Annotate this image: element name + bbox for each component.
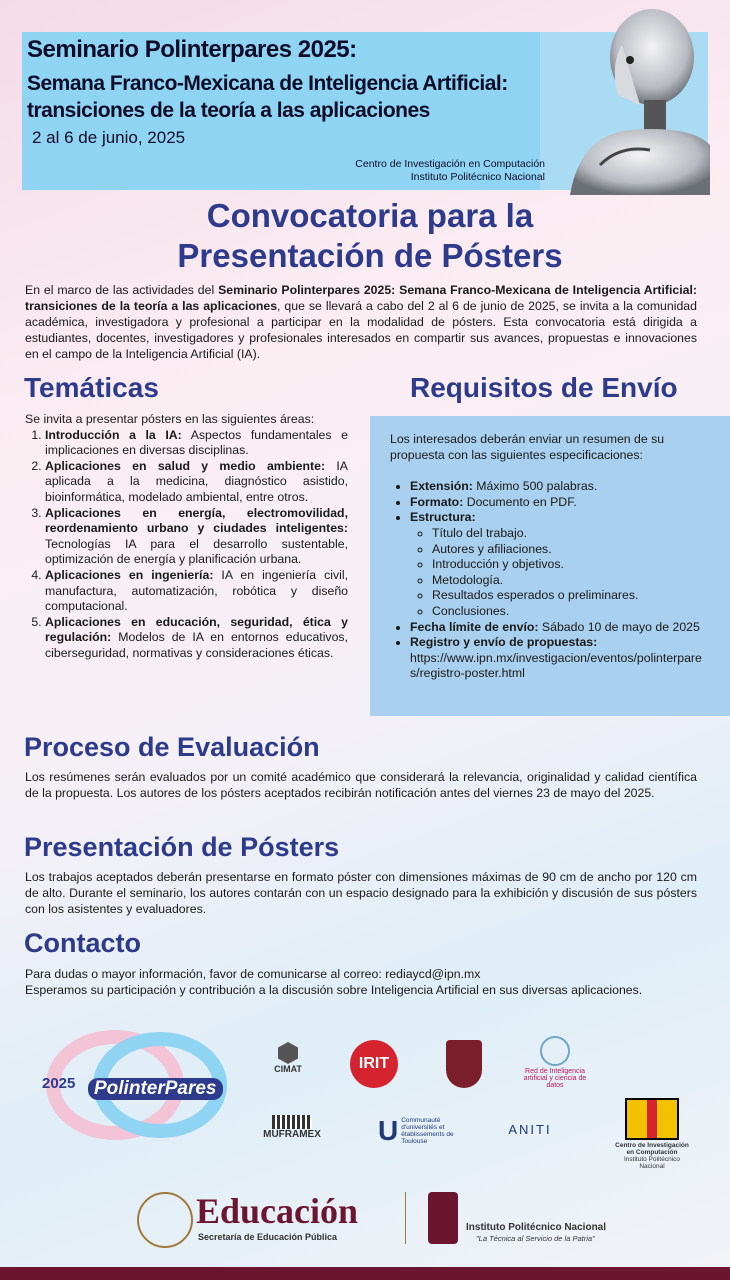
polinter-name: PolinterPares	[88, 1078, 223, 1100]
item-text: IA aplicada a la medicina, diagnóstico asistido, bioinformática, modelado ambiental, entre otros.	[45, 458, 348, 504]
contacto-line1: Para dudas o mayor información, favor de comunicarse al correo: rediaycd@ipn.mx	[25, 967, 481, 981]
contacto-text	[25, 966, 697, 998]
contacto-line2: Esperamos su participación y contribución a la discusión sobre Inteligencia Artificial en sus diversas aplicaciones.	[25, 983, 643, 997]
toulouse-logo	[378, 1115, 464, 1147]
footer-divider	[405, 1192, 406, 1244]
presentacion-text: Los trabajos aceptados deberán presentarse en formato póster con dimensiones máximas de 90 cm de ancho por 120 cm de alto. Durante el seminario, los autores contarán con un espacio designado para la exhibición y discusión de sus pósters con los asistentes y evaluadores.	[25, 870, 697, 916]
aniti-logo: ANITI	[508, 1122, 552, 1137]
main-title-line2: Presentación de Pósters	[177, 237, 563, 274]
list-item	[410, 495, 710, 511]
list-item: ◦ Introducción y objetivos.	[432, 557, 710, 573]
tematicas-list	[25, 428, 348, 662]
ipn-logo-icon	[428, 1192, 458, 1244]
list-item: ◦ Título del trabajo.	[432, 526, 710, 542]
list-item	[45, 615, 348, 662]
cimat-text: CIMAT	[274, 1064, 302, 1074]
header-organization	[355, 158, 545, 184]
robot-illustration	[560, 5, 710, 195]
requisitos-lead: Los interesados deberán enviar un resumen de su propuesta con las siguientes especificaciones:	[390, 432, 665, 462]
ipn-motto: "La Técnica al Servicio de la Patria"	[476, 1234, 595, 1243]
intro-text-1: En el marco de las actividades del	[25, 283, 219, 297]
list-item	[45, 506, 348, 568]
sep-title: Educación	[196, 1191, 359, 1231]
item-bold: Introducción a la IA:	[45, 427, 182, 442]
list-item: ◦ Resultados esperados o preliminares.	[432, 588, 710, 604]
evaluacion-heading: Proceso de Evaluación	[24, 732, 320, 762]
main-title	[0, 196, 730, 276]
item-bold: Aplicaciones en educación, seguridad, ética y regulación:	[45, 614, 348, 645]
list-item	[410, 510, 710, 619]
list-item	[45, 428, 348, 459]
presentacion-heading: Presentación de Pósters	[24, 832, 340, 862]
contacto-heading: Contacto	[24, 928, 141, 958]
list-item: ◦ Metodología.	[432, 573, 710, 589]
list-item	[45, 568, 348, 615]
header-title: Seminario Polinterpares 2025:	[27, 36, 357, 63]
muframex-icon	[272, 1115, 312, 1129]
evaluacion-text: Los resúmenes serán evaluados por un comité académico que considerará la relevancia, originalidad y calidad científica de la propuesta. Los autores de los pósters aceptados recibirán notificación antes del viernes 23 de mayo del 2025.	[25, 770, 697, 800]
muframex-text: MUFRAMEX	[263, 1129, 321, 1140]
sep-subtitle: Secretaría de Educación Pública	[198, 1232, 338, 1242]
item-bold: Extensión:	[410, 479, 473, 494]
tematicas-content	[25, 412, 348, 662]
item-bold: Formato:	[410, 494, 464, 509]
toulouse-text: Communauté d'universités et établissements de Toulouse	[401, 1117, 454, 1145]
udg-shield-icon	[446, 1040, 482, 1088]
item-bold: Aplicaciones en ingeniería:	[45, 567, 214, 582]
cimat-logo	[258, 1042, 318, 1074]
polinter-year: 2025	[42, 1075, 76, 1092]
requisitos-list	[390, 479, 710, 682]
item-bold: Fecha límite de envío:	[410, 619, 539, 634]
org-line1: Centro de Investigación en Computación	[355, 158, 545, 170]
footer-bar	[0, 1267, 730, 1280]
cic-text: Centro de Investigación en Computación	[615, 1142, 689, 1156]
org-line2: Instituto Politécnico Nacional	[410, 171, 545, 183]
irit-logo: IRIT	[350, 1040, 398, 1088]
item-text: Máximo 500 palabras.	[472, 479, 598, 494]
toulouse-u-icon: U	[378, 1115, 399, 1146]
intro-paragraph	[25, 282, 697, 362]
requisitos-content	[390, 432, 710, 682]
item-bold: Aplicaciones en energía, electromovilidad, reordenamiento urbano y ciudades inteligentes:	[45, 505, 348, 536]
item-text: Tecnologías IA para el desarrollo sustentable, optimización de energía y planificación urbana.	[45, 536, 348, 567]
tematicas-heading: Temáticas	[24, 372, 159, 403]
item-bold: Aplicaciones en salud y medio ambiente:	[45, 458, 326, 473]
cic-ipn-text: Instituto Politécnico Nacional	[623, 1156, 680, 1170]
list-item	[410, 620, 710, 636]
intro-bold: Seminario Polinterpares 2025: Semana Franco-Mexicana de Inteligencia Artificial: transiciones de la teoría a las aplicaciones	[25, 283, 697, 313]
item-bold: Registro y envío de propuestas:	[410, 635, 598, 650]
list-item: ◦ Conclusiones.	[432, 604, 710, 620]
list-item	[410, 479, 710, 495]
footer	[0, 1172, 730, 1267]
cimat-icon	[278, 1042, 298, 1064]
intro-text-2: , que se llevará a cabo del 2 al 6 de junio de 2025, se invita a la comunidad académica, investigadora y profesional a participar en la modalidad de pósters. Esta convocatoria está dirigida a estudiantes, docentes, investigadores y profesionales interesados en compartir sus avances, propuestas e innovaciones en el campo de la Inteligencia Artificial (IA).	[25, 299, 697, 361]
header-dates: 2 al 6 de junio, 2025	[32, 128, 186, 147]
item-text: Documento en PDF.	[463, 494, 577, 509]
list-item: ◦ Autores y afiliaciones.	[432, 542, 710, 558]
cic-logo	[612, 1098, 692, 1170]
cic-icon	[625, 1098, 679, 1140]
list-item	[410, 635, 710, 682]
mexico-seal-icon	[137, 1192, 193, 1248]
registration-link[interactable]: https://www.ipn.mx/investigacion/eventos/polinterpares/registro-poster.html	[410, 650, 702, 681]
item-bold: Estructura:	[410, 510, 476, 525]
header-subtitle-line1: Semana Franco-Mexicana de Inteligencia Artificial:	[27, 72, 508, 95]
requisitos-heading: Requisitos de Envío	[410, 372, 678, 403]
header-subtitle-line2: transiciones de la teoría a las aplicaciones	[27, 99, 430, 122]
muframex-logo	[252, 1115, 332, 1140]
ipn-title: Instituto Politécnico Nacional	[466, 1222, 607, 1233]
item-text: Aspectos fundamentales e implicaciones en diversas disciplinas.	[45, 427, 348, 458]
tematicas-lead: Se invita a presentar pósters en las siguientes áreas:	[25, 412, 315, 426]
structure-list	[410, 526, 710, 620]
item-text: IA en ingeniería civil, manufactura, automatización, robótica y diseño computacional.	[45, 567, 348, 614]
red-ia-logo	[520, 1036, 590, 1089]
red-ia-text: Red de Inteligencia artificial y ciencia de datos	[523, 1068, 587, 1089]
item-text: Sábado 10 de mayo de 2025	[538, 619, 700, 634]
main-title-line1: Convocatoria para la	[206, 197, 534, 234]
brain-icon	[540, 1036, 570, 1066]
item-text: Modelos de IA en entornos educativos, ciberseguridad, normativas y consideraciones éticas.	[45, 630, 348, 660]
list-item	[45, 459, 348, 506]
header-subtitle	[27, 70, 508, 124]
